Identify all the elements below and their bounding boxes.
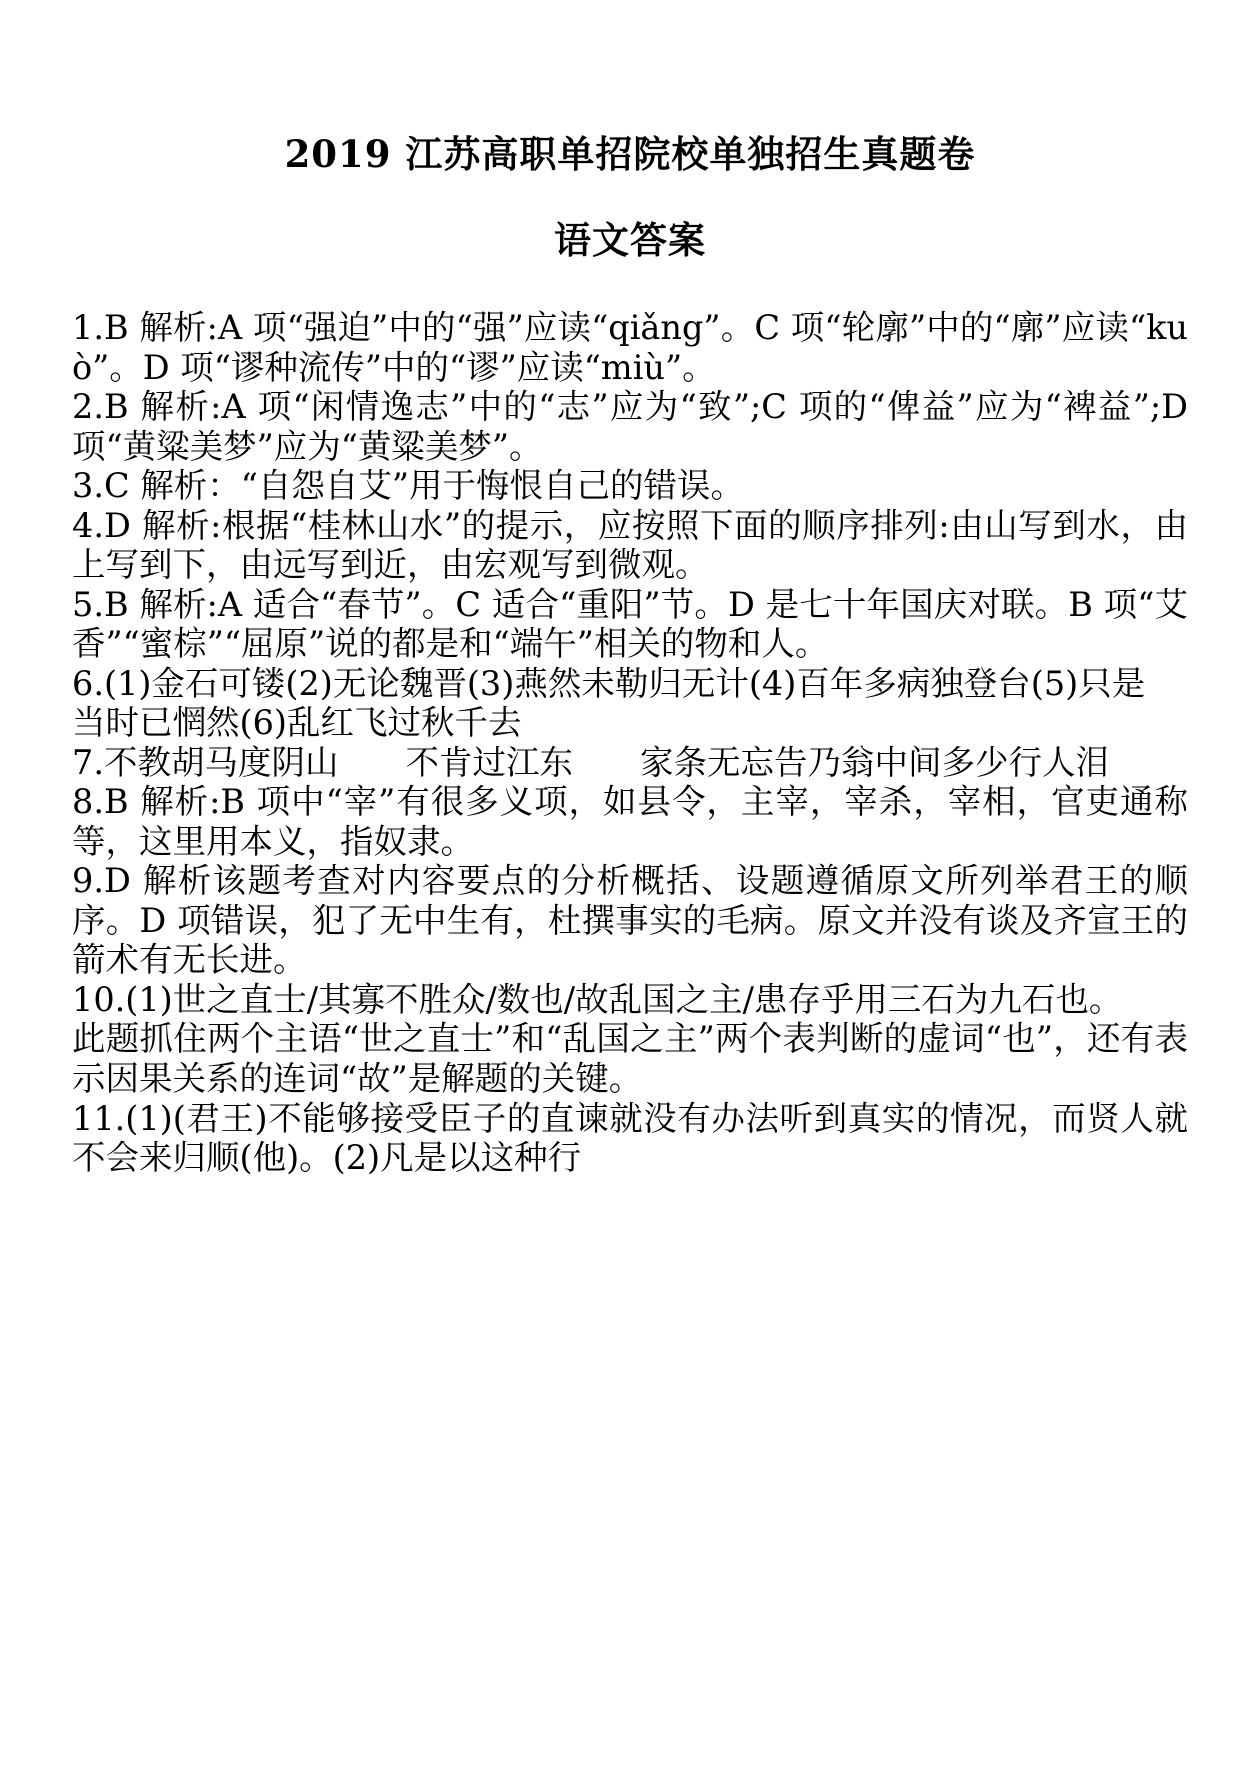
answer-paragraph: 当时已惘然(6)乱红飞过秋千去 (72, 703, 522, 743)
answer-paragraph: 此题抓住两个主语“世之直士”和“乱国之主”两个表判断的虚词“也”，还有表示因果关系的连词“故”是解题的关键。 (72, 1019, 1188, 1098)
answer-paragraph: 2.B 解析:A 项“闲情逸志”中的“志”应为“致”;C 项的“俾益”应为“裨益”;D 项“黄粱美梦”应为“黄粱美梦”。 (72, 387, 1199, 466)
answer-paragraph: 10.(1)世之直士/其寡不胜众/数也/故乱国之主/患存乎用三石为九石也。 (72, 979, 1123, 1019)
answer-paragraph: 8.B 解析:B 项中“宰”有很多义项，如县令，主宰，宰杀，宰相，官吏通称等，这里用本义，指奴隶。 (72, 782, 1188, 861)
answer-paragraph: 5.B 解析:A 适合“春节”。C 适合“重阳”节。D 是七十年国庆对联。B 项“艾香”“蜜棕”“屈原”说的都是和“端午”相关的物和人。 (72, 584, 1188, 664)
answer-body (72, 308, 1199, 1178)
page-title: 2019 江苏高职单招院校单独招生真题卷 (284, 132, 976, 176)
answer-paragraph: 3.C 解析：“自怨自艾”用于悔恨自己的错误。 (72, 466, 744, 506)
answer-paragraph: 4.D 解析:根据“桂林山水”的提示，应按照下面的顺序排列:由山写到水，由上写到下，由远写到近，由宏观写到微观。 (72, 505, 1188, 585)
answer-paragraph: 7.不教胡马度阴山 不肯过江东 家条无忘告乃翁中间多少行人泪 (72, 742, 1109, 782)
answer-paragraph: 11.(1)(君王)不能够接受臣子的直谏就没有办法听到真实的情况，而贤人就不会来归顺(他)。(2)凡是以这种行 (72, 1098, 1188, 1178)
page-subtitle: 语文答案 (554, 218, 706, 263)
answer-paragraph: 1.B 解析:A 项“强迫”中的“强”应读“qiǎng”。C 项“轮廓”中的“廓”应读“kuò”。D 项“谬种流传”中的“谬”应读“miù”。 (72, 308, 1188, 387)
answer-paragraph: 6.(1)金石可镂(2)无论魏晋(3)燕然未勒归无计(4)百年多病独登台(5)只是 (72, 663, 1146, 703)
answer-paragraph: 9.D 解析该题考查对内容要点的分析概括、设题遵循原文所列举君王的顺序。D 项错误，犯了无中生有，杜撰事实的毛病。原文并没有谈及齐宣王的箭术有无长进。 (72, 861, 1188, 980)
